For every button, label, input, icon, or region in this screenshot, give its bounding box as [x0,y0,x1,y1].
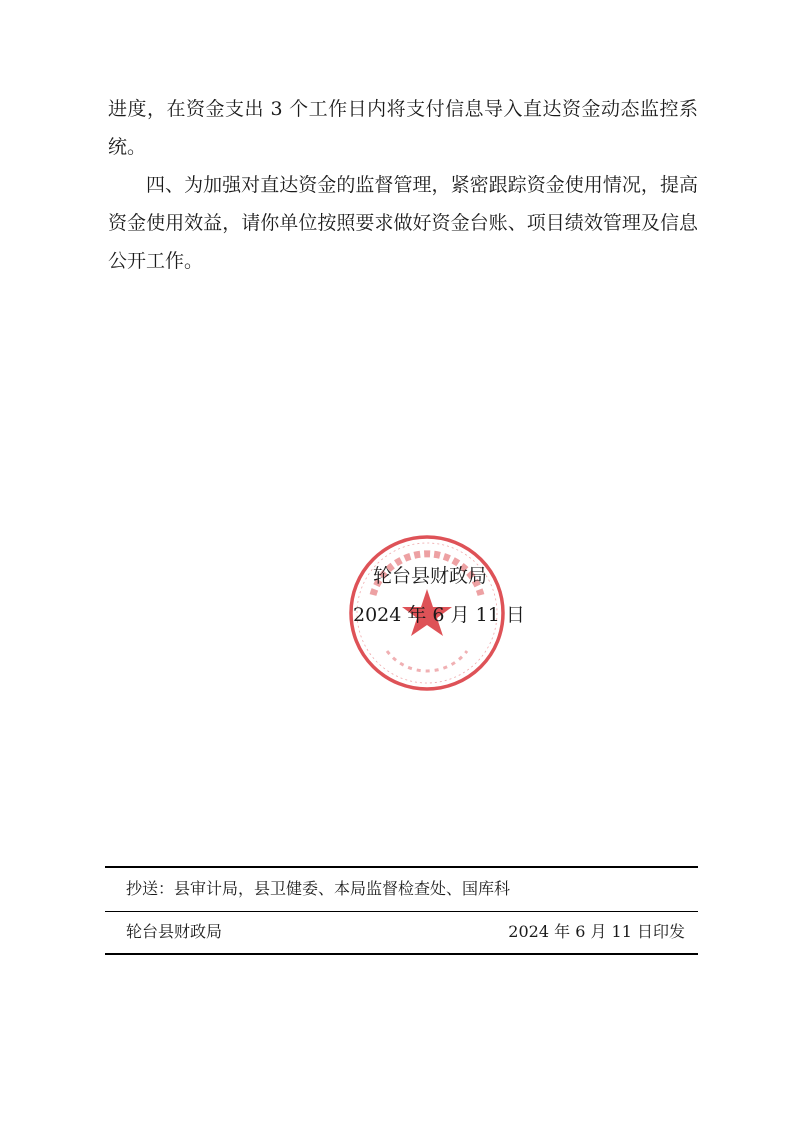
signature-date: 2024 年 6 月 11 日 [353,604,525,626]
signature-organization: 轮台县财政局 [373,565,488,587]
issuer-name: 轮台县财政局 [126,922,223,941]
footer-rule-top [105,866,698,868]
footer-rule-middle [105,911,698,912]
cc-list: 抄送：县审计局，县卫健委、本局监督检查处、国库科 [126,879,511,898]
body-paragraph-1: 进度，在资金支出 3 个工作日内将支付信息导入直达资金动态监控系统。 [108,98,698,158]
body-paragraph-2: 四、为加强对直达资金的监督管理，紧密跟踪资金使用情况，提高资金使用效益，请你单位按照要求做好资金台账、项目绩效管理及信息公开工作。 [108,174,698,272]
issue-date: 2024 年 6 月 11 日印发 [508,922,685,941]
footer-rule-bottom [105,953,698,955]
